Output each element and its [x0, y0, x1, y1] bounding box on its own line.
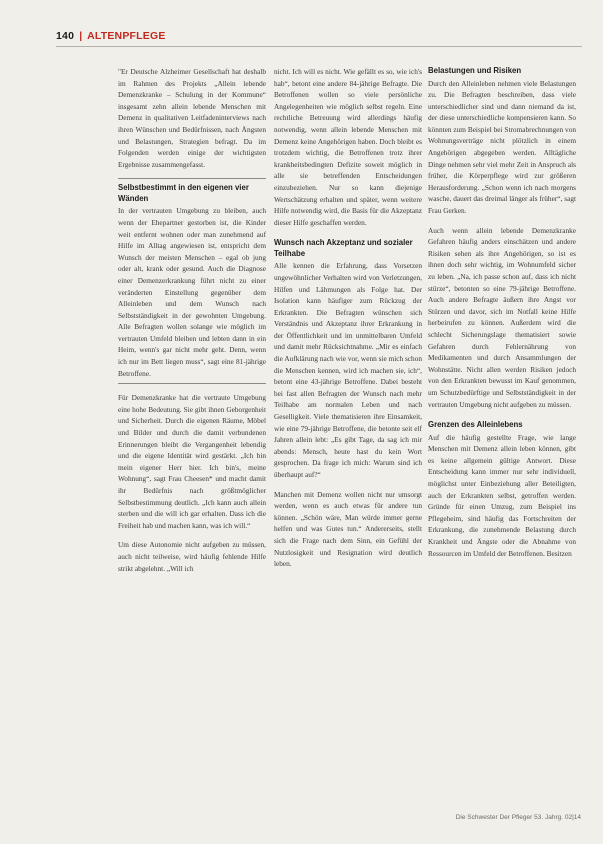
section-heading: Selbstbestimmt in den eigenen vier Wänden — [118, 183, 249, 203]
paragraph: Alle kennen die Erfahrung, dass Vorsetzen ungewöhnlicher Verhalten wird von Verletzungen, Hilfen und Lähmungen als Folge hat. Der Isolation kann häufiger zum Rückzug der Erkrankten. Die Befragten wünschen sich Verständnis und Akzeptanz ihrer Erkrankung in der Öffentlichkeit und im unmittelbaren Umfeld und damit mehr Rücksichtnahme. „Mir es einfach die Aufklärung nach wie vor, wenn sie mich schon die Menschen kennen, wird ich machen sie, ich“, betont eine 43-jährige Betroffene. Dabei besteht bei fast allen Befragten der Wunsch nach mehr Teilhabe am normalen Leben und nach Geselligkeit. Viele thematisieren ihre Einsamkeit, wie eine 79-jährige Betroffene, die betonte seit elf Jahren allein lebt: „Es gibt Tage, da sag ich mir abends: Mensch, heute hast du kein Wort gesprochen. Da frage ich mich: Warum sind ich überhaupt auf?“ — [274, 261, 422, 479]
header-separator: | — [79, 30, 83, 42]
paragraph: Auf die häufig gestellte Frage, wie lange Menschen mit Demenz allein leben können, gibt es keine allgemein gültige Antwort. Diese Entscheidung kann immer nur sehr individuell, möglichst unter Einbeziehung aller Beteiligten, auch der Erkrankten selbst, getroffen werden. Gründe für einen Umzug, zum Beispiel ins Pflegeheim, sind häufig das Fortschreiten der Erkrankung, die zunehmende Belastung durch Krankheit und Ängste oder die Abnahme von Ressourcen im Umfeld der Betroffenen. Besitzen — [428, 432, 576, 558]
paragraph: Um diese Autonomie nicht aufgeben zu müssen, auch nicht teilweise, wird häufig fehlende Hilfe strikt abgelehnt. „Will ich — [118, 540, 266, 573]
page-header — [56, 30, 576, 42]
highlight-box — [118, 178, 266, 384]
paragraph: Für Demenzkranke hat die vertraute Umgebung eine hohe Bedeutung. Sie gibt ihnen Geborgenheit und Sicherheit. Durch die eigenen Räume, Möbel und Bilder und durch die damit verbundenen Erinnerungen bleibt die Vergangenheit lebendig und die eigene Identität wird gestärkt. „Ich bin mein eigener Herr hier. Ich bin's, meine Wohnung“, sagt Frau Cheesen* und macht damit ihr Bedürfnis nach größtmöglicher Selbstbestimmung deutlich. „Ich kann auch allein sterben und die will ich gar erhalten. Dass ich die Freiheit hab und machen kann, was ich will.“ — [118, 393, 266, 530]
page-number: 140 — [56, 30, 75, 42]
section-heading: Grenzen des Alleinlebens — [428, 420, 523, 430]
article-column-3 — [428, 66, 576, 567]
paragraph: "Er Deutsche Alzheimer Gesellschaft hat deshalb im Rahmen des Projekts „Allein lebende Demenzkranke – Schulung in der Kommune“ insgesamt zehn allein lebende Menschen mit Demenz in qualitativen Leitfadeninterviews nach ihren Wünschen und Bedürfnissen, nach Ängsten und Belastungen, Strategien befragt. Da im Folgenden werden einige der wichtigsten Ergebnisse zusammengefasst. — [118, 67, 266, 169]
section-heading: Belastungen und Risiken — [428, 66, 522, 75]
paragraph: nicht. Ich will es nicht. Wie gefällt es so, wie ich's hab“, betont eine andere 84-jährige Befragte. Die Betroffenen wollen so viele persönliche Angelegenheiten wie möglich selbst regeln. Eine rechtliche Betreuung wird allerdings häufig notwendig, wenn allein lebende Menschen mit Demenz keine Angehörigen haben. Doch bleibt es trotzdem wichtig, die Betroffenen trotz ihrer krankheitsbedingten Defizite soweit möglich in alle sie betreffenden Entscheidungen einzubeziehen. Nur so kann diejenige Wertschätzung erhalten und später, wenn weitere Hilfe notwendig wird, die Basis für die Akzeptanz dieser Hilfe geschaffen werden. — [274, 67, 422, 227]
article-column-1 — [118, 66, 266, 582]
section-title: ALTENPFLEGE — [87, 30, 166, 42]
paragraph: Durch den Alleinleben nehmen viele Belastungen zu. Die Befragten beschreiben, dass viele unterschiedlicher sind und dann niemand da ist, der diese unterschiedliche kompensieren kann. So könnten zum Beispiel bei Stromabrechnungen von Wohnungsverträge nicht plötzlich in einem Angehörigen abgegeben werden. Alltägliche Dinge nehmen sehr viel mehr Zeit in Anspruch als früher, die Körperpflege wird zur größeren Herausforderung. „Schon wenn ich nach morgens wasche, dauert das dreimal länger als früher“, sagt Frau Gerken. — [428, 78, 576, 216]
paragraph: In der vertrauten Umgebung zu bleiben, auch wenn der Ehepartner gestorben ist, die Kinder weit entfernt wohnen oder man zunehmend auf Hilfe im Alltag angewiesen ist, entspricht dem Wunsch der meisten Menschen – egal ob jung oder alt, krank oder gesund. Auch die Diagnose einer Demenzerkrankung führt nicht zu einer veränderten Einstellung gegenüber dem Alleinleben und dem Wunsch nach Selbstständigkeit in der gewohnten Umgebung. Alle Befragten wollen solange wie möglich im vertrauten Umfeld bleiben und lebten dann in ein Heim, wenn's gar nicht mehr geht. Denn, wenn ich nur im Bett liegen muss“, sagt eine 81-jährige Betroffene. — [118, 206, 266, 378]
paragraph: Manchen mit Demenz wollen nicht nur umsorgt werden, wenn es auch etwas für andere tun können. „Schön wäre, Man würde immer gerne helfen und was Gutes tun.“ Andererseits, stellt sich die Frage nach dem Sinn, ein Gefühl der Nutzlosigkeit und Resignation wird deutlich leben. — [274, 489, 422, 569]
section-heading: Wunsch nach Akzeptanz und sozialer Teilhabe — [274, 238, 413, 258]
paragraph: Auch wenn allein lebende Demenzkranke Gefahren häufig anders einschätzen und andere Risiken sehen als ihre Angehörigen, so ist es ihnen doch sehr wichtig, im Wohnumfeld sicher zu leben. „Na, ich passe schon auf, dass ich nicht stürze“, betonten so eine 79-jährige Betroffene. Auch andere Befragte äußern ihre Angst vor Stürzen und davor, sich im Notfall keine Hilfe herbeirufen zu können. Außerdem wird die schlecht Sicherungslage thematisiert sowie Gefahren durch Fehlernährung von Medikamenten und durch Ansammlungen der Wohnstätte. Nicht allen werden Risiken jedoch von den Erkrankten bewusst im Kauf genommen, um Schutzbedürftige und Selbstständigkeit in der vertrauten Umgebung nicht aufgeben zu müssen. — [428, 225, 576, 409]
header-rule — [56, 46, 582, 47]
article-column-2 — [274, 66, 422, 578]
page-footer: Die Schwester Der Pfleger 53. Jahrg. 02|14 — [455, 814, 581, 821]
